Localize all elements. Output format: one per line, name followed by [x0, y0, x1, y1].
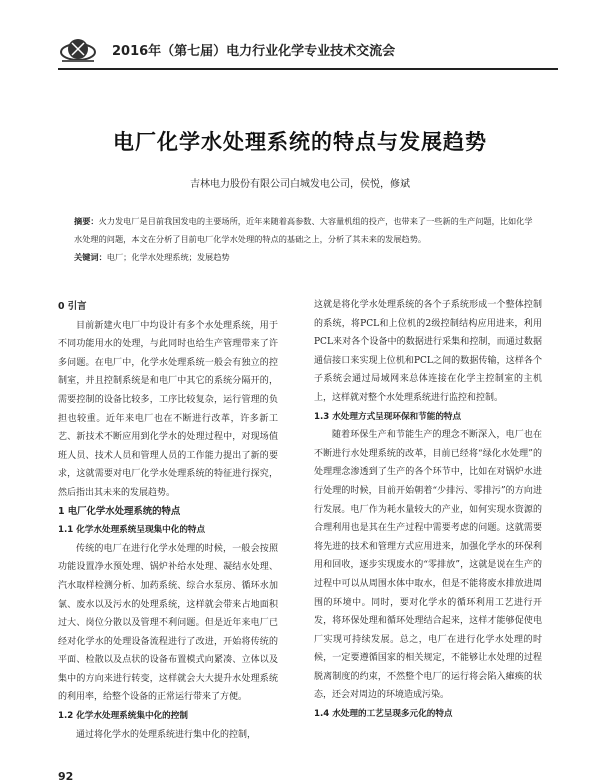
abstract — [74, 212, 534, 266]
keywords-label: 关键词： — [74, 252, 107, 262]
subsection-heading-1-4: 1.4 水处理的工艺呈现多元化的特点 — [314, 709, 453, 720]
subsection-heading-1-3: 1.3 水处理方式呈现环保和节能的特点 — [314, 411, 462, 422]
keywords — [74, 248, 534, 266]
right-column — [314, 296, 542, 724]
subsection-heading-1-1: 1.1 化学水处理系统呈现集中化的特点 — [58, 525, 206, 536]
article-title: 电厂化学水处理系统的特点与发展趋势 — [113, 130, 487, 154]
section-heading-intro: 0 引言 — [58, 301, 87, 312]
paragraph-1-1: 传统的电厂在进行化学水处理的时候，一般会按照功能设置净水预处理、锅炉补给水处理、凝结水处理、汽水取样检测分析、加药系统、综合水泵房、循环水加氯、废水以及污水的处理系统，这样就会带来占地面积过大、岗位分散以及管理不利问题。但是近年来电厂已经对化学水的处理设备流程进行了改进，开始将传统的平面、检散以及点状的设备布置模式向紧凑、立体以及集中的方向来进行转变，这样就会大大提升水处理系统的利用率，给整个设备的正常运行带来了方便。 — [58, 543, 278, 703]
paragraph-1-2-continued: 这就是将化学水处理系统的各个子系统形成一个整体控制的系统，将PCL和上位机的2级控制结构应用进来，利用PCL来对各个设备中的数据进行采集和控制，而通过数据通信接口来实现上位机和PCL之间的数据传输，这样各个子系统会通过局域网来总体连接在化学主控制室的主机上，这样就对整个水处理系统进行监控和控制。 — [314, 300, 542, 403]
section-heading-1: 1 电厂化学水处理系统的特点 — [58, 505, 181, 517]
conference-title: 2016年（第七届）电力行业化学专业技术交流会 — [112, 44, 396, 59]
page-number: 92 — [58, 770, 74, 783]
conference-logo-icon — [58, 34, 98, 64]
abstract-label: 摘要： — [74, 216, 99, 226]
authors: 吉林电力股份有限公司白城发电公司，侯悦，修斌 — [190, 179, 410, 190]
left-column — [58, 298, 278, 744]
page-header — [58, 34, 558, 64]
abstract-text — [74, 212, 534, 248]
subsection-heading-1-2: 1.2 化学水处理系统集中化的控制 — [58, 711, 188, 722]
keywords-body: 电厂；化学水处理系统；发展趋势 — [106, 252, 230, 262]
header-divider — [58, 68, 558, 70]
paragraph-1-3: 随着环保生产和节能生产的理念不断深入，电厂也在不断进行水处理系统的改革，目前已经将“绿化水处理”的处理理念渗透到了生产的各个环节中，比如在对锅炉水进行处理的时候，目前开始朝着“少排污、零排污”的方向进行发展。电厂作为耗水量较大的产业，如何实现水资源的合理利用也是其在生产过程中需要考虑的问题。这就需要将先进的技术和管理方式应用进来，加强化学水的环保利用和回收，逐步实现废水的“零排放”，这就是说在生产的过程中可以从周围水体中取水，但是不能将废水排放进周围的环境中。同时，要对化学水的循环利用工艺进行开发，将环保处理和循环处理结合起来，这样才能够促使电厂实现可持续发展。总之，电厂在进行化学水处理的时候，一定要遵循国家的相关规定，不能够让水处理的过程脱离制度的约束，不然整个电厂的运行将会陷入瘫痪的状态，还会对周边的环境造成污染。 — [314, 430, 542, 701]
abstract-body: 火力发电厂是目前我国发电的主要场所，近年来随着高参数、大容量机组的投产，也带来了一些新的生产问题，比如化学水处理的问题，本文在分析了目前电厂化学水处理的特点的基础之上，分析了其未来的发展趋势。 — [74, 216, 533, 244]
paragraph-intro: 目前新建火电厂中均设计有多个水处理系统，用于不同功能用水的处理，与此同时也给生产管理带来了许多问题。在电厂中，化学水处理系统一般会有独立的控制室，并且控制系统是和电厂中其它的系统分隔开的，需要控制的设备比较多，工序比较复杂，运行管理的负担也较重。近年来电厂也在不断进行改革，许多新工艺、新技术不断应用到化学水的处理过程中，对现场值班人员、技术人员和管理人员的工作能力提出了新的要求，这就需要对电厂化学水处理系统的特征进行探究，然后指出其未来的发展趋势。 — [58, 320, 278, 498]
paragraph-1-2: 通过将化学水的处理系统进行集中化的控制， — [76, 729, 257, 740]
